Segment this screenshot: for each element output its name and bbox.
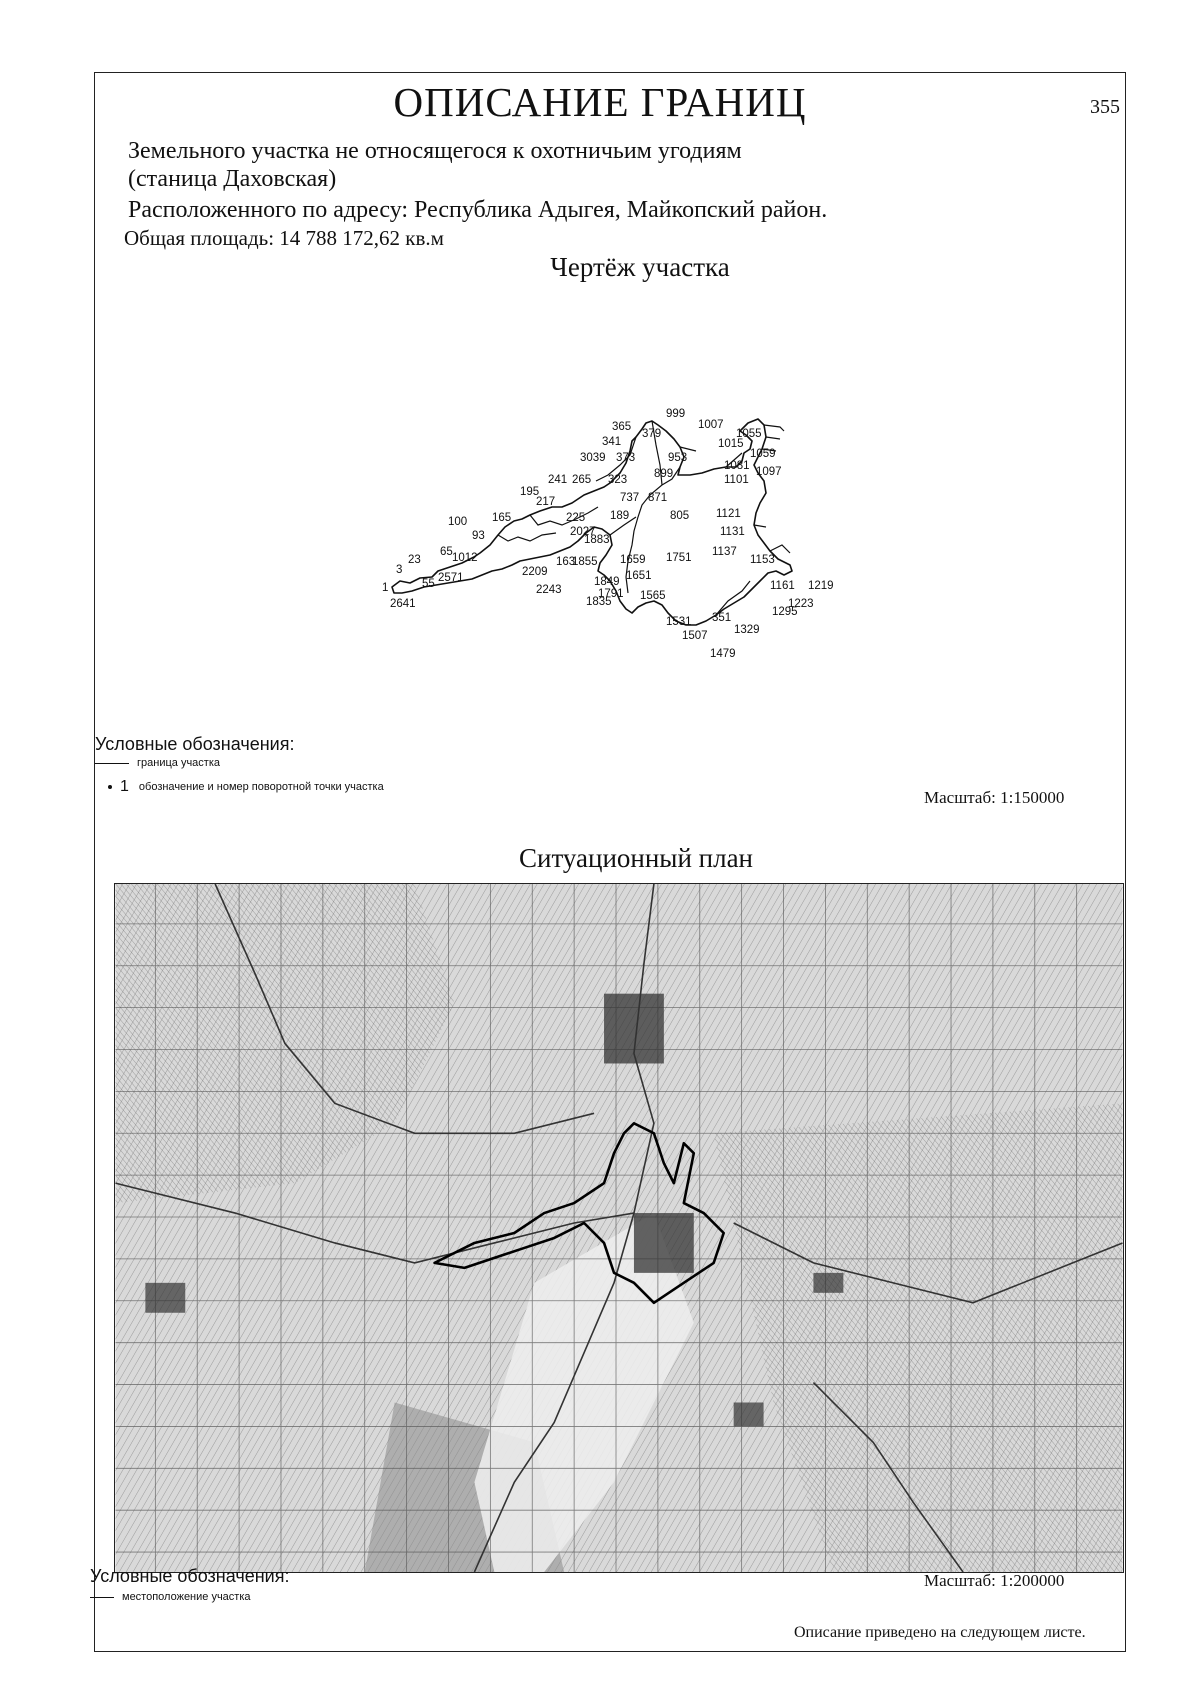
point-label: 1565	[640, 590, 666, 602]
point-label: 1007	[698, 419, 724, 431]
point-label: 65	[440, 546, 453, 558]
point-label: 953	[668, 452, 688, 464]
point-label: 1012	[452, 552, 478, 564]
point-label: 100	[448, 516, 468, 528]
point-label: 999	[666, 408, 686, 420]
point-label: 225	[566, 512, 586, 524]
point-label: 265	[572, 474, 592, 486]
point-label: 195	[520, 486, 540, 498]
point-label: 2027	[570, 526, 596, 538]
drawing-title: Чертёж участка	[550, 252, 730, 282]
point-label: 737	[620, 492, 640, 504]
point-label: 373	[616, 452, 636, 464]
area-line: Общая площадь: 14 788 172,62 кв.м	[124, 226, 444, 250]
point-label: 1219	[808, 580, 834, 592]
point-label: 1791	[598, 588, 624, 600]
point-label: 341	[602, 436, 622, 448]
point-label: 2571	[438, 572, 464, 584]
subtitle-line-1: Земельного участка не относящегося к охотничьим угодиям	[128, 138, 742, 164]
legend-location-row	[90, 1591, 251, 1603]
point-label: 163	[556, 556, 576, 568]
legend-boundary-row	[95, 757, 220, 769]
parcel-drawing	[380, 395, 880, 665]
point-label: 1055	[736, 428, 762, 440]
point-label: 93	[472, 530, 485, 542]
location-line-icon	[90, 1597, 114, 1598]
point-label: 1835	[586, 596, 612, 608]
point-label: 1081	[724, 460, 750, 472]
point-label: 23	[408, 554, 421, 566]
parcel-point-labels	[382, 408, 834, 660]
situation-legend-title: Условные обозначения:	[90, 1566, 290, 1586]
point-label: 1161	[770, 580, 795, 592]
page-title: ОПИСАНИЕ ГРАНИЦ	[393, 79, 807, 125]
point-label: 1121	[716, 508, 741, 520]
point-label: 3039	[580, 452, 606, 464]
point-label: 2209	[522, 566, 548, 578]
point-label: 3	[396, 564, 403, 576]
situation-scale: Масштаб: 1:200000	[924, 1571, 1065, 1590]
point-label: 1479	[710, 648, 736, 660]
legend-point-row	[108, 778, 384, 796]
point-label: 1223	[788, 598, 814, 610]
point-label: 1883	[584, 534, 610, 546]
point-label: 379	[642, 428, 662, 440]
point-label: 1101	[724, 474, 749, 486]
address-line: Расположенного по адресу: Республика Адыгея, Майкопский район.	[128, 197, 828, 223]
point-label: 1295	[772, 606, 798, 618]
point-label: 165	[492, 512, 512, 524]
legend-location-label: местоположение участка	[122, 1591, 251, 1603]
point-label: 1137	[712, 546, 737, 558]
point-label: 871	[648, 492, 668, 504]
point-label: 351	[712, 612, 732, 624]
point-label: 1531	[666, 616, 692, 628]
boundary-line-icon	[95, 763, 129, 764]
point-label: 805	[670, 510, 690, 522]
point-label: 217	[536, 496, 556, 508]
point-label: 55	[422, 578, 435, 590]
point-label: 365	[612, 421, 632, 433]
situation-plan-title: Ситуационный план	[518, 843, 754, 873]
legend-boundary-label: граница участка	[137, 757, 220, 769]
point-label: 1849	[594, 576, 620, 588]
point-label: 1	[382, 582, 389, 594]
point-label: 1097	[756, 466, 782, 478]
footer-note: Описание приведено на следующем листе.	[794, 1624, 1086, 1641]
point-label: 1751	[666, 552, 692, 564]
point-label: 1153	[750, 554, 775, 566]
point-label: 1059	[750, 448, 776, 460]
point-label: 1015	[718, 438, 744, 450]
point-label: 1855	[572, 556, 598, 568]
page-number: 355	[1090, 96, 1120, 118]
point-label: 1131	[720, 526, 745, 538]
point-label: 241	[548, 474, 568, 486]
drawing-legend-title: Условные обозначения:	[95, 734, 295, 754]
point-label: 1507	[682, 630, 708, 642]
point-label: 2243	[536, 584, 562, 596]
legend-point-label: обозначение и номер поворотной точки участка	[138, 781, 384, 793]
subtitle-line-2: (станица Даховская)	[128, 166, 337, 192]
point-marker-icon: 1	[108, 778, 129, 796]
point-label: 1651	[626, 570, 652, 582]
point-label: 2641	[390, 598, 416, 610]
point-label: 1329	[734, 624, 760, 636]
point-label: 1659	[620, 554, 646, 566]
point-label: 323	[608, 474, 628, 486]
situation-map	[114, 883, 1124, 1573]
drawing-scale: Масштаб: 1:150000	[924, 788, 1065, 807]
point-label: 899	[654, 468, 674, 480]
point-label: 189	[610, 510, 630, 522]
